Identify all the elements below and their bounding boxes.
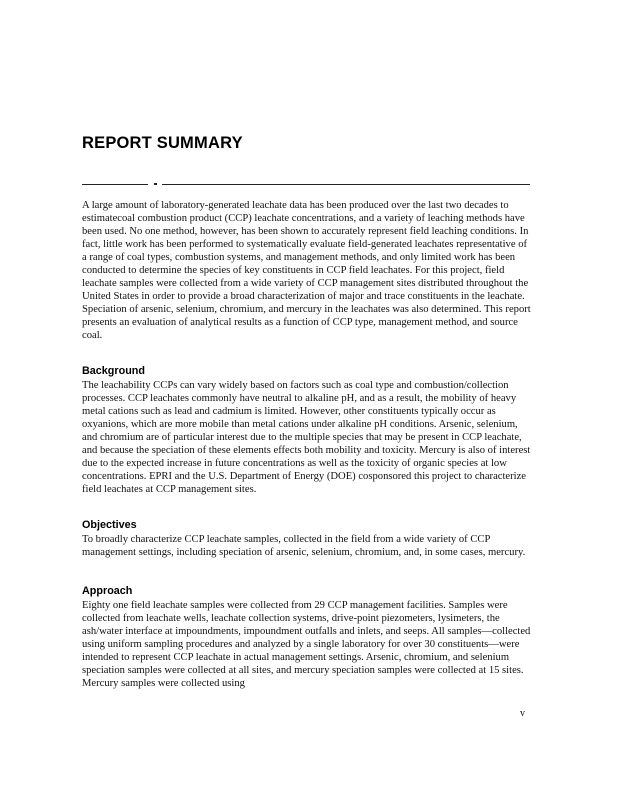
divider-rule-short: [82, 184, 148, 185]
background-paragraph: The leachability CCPs can vary widely based on factors such as coal type and combustion/collection processes. CCP leachates commonly have neutral to alkaline pH, and as a result, the mobility of heavy metal cations such as lead and cadmium is limited. However, other constituents typically occur as oxyanions, which are more mobile than metal cations under alkaline pH conditions. Arsenic, selenium, and chromium are of particular interest due to the multiple species that may be present in CCP leachate, and because the speciation of these elements effects both mobility and toxicity. Mercury is also of interest due to the expected increase in future concentrations as well as the toxicity of organic species at low concentrations. EPRI and the U.S. Department of Energy (DOE) cosponsored this project to characterize field leachates at CCP management sites.: [82, 380, 531, 496]
page-number: v: [520, 708, 525, 719]
divider-rule-long: [162, 184, 530, 185]
objectives-paragraph: To broadly characterize CCP leachate samples, collected in the field from a wide variety of CCP management settings, including speciation of arsenic, selenium, chromium, and, in some cases, mercury.: [82, 534, 526, 559]
section-heading-background: Background: [82, 365, 145, 377]
section-heading-approach: Approach: [82, 585, 133, 597]
divider-rule-dot: [154, 183, 157, 185]
section-heading-objectives: Objectives: [82, 519, 137, 531]
intro-paragraph: A large amount of laboratory-generated leachate data has been produced over the last two decades to estimatecoal combustion product (CCP) leachate concentrations, and a variety of leaching methods have been used. No one method, however, has been shown to accurately represent field leaching conditions. In fact, little work has been performed to systematically evaluate field-generated leachates representative of a range of coal types, combustion systems, and management methods, and only limited work has been conducted to determine the species of key constituents in CCP field leachates. For this project, field leachate samples were collected from a wide variety of CCP management sites distributed throughout the United States in order to provide a broad characterization of major and trace constituents in the leachate. Speciation of arsenic, selenium, chromium, and mercury in the leachates was also determined. This report presents an evaluation of analytical results as a function of CCP type, management method, and source coal.: [82, 200, 531, 342]
page-title: REPORT SUMMARY: [82, 134, 243, 152]
approach-paragraph: Eighty one field leachate samples were collected from 29 CCP management facilities. Samples were collected from leachate wells, leachate collection systems, drive-point piezometers, lysimeters, the ash/water interface at impoundments, impoundment outfalls and inlets, and seeps. All samples—collected using uniform sampling procedures and analyzed by a single laboratory for over 30 constituents—were intended to represent CCP leachate in actual management settings. Arsenic, chromium, and selenium speciation samples were collected at all sites, and mercury speciation samples were collected at 15 sites. Mercury samples were collected using: [82, 600, 531, 690]
